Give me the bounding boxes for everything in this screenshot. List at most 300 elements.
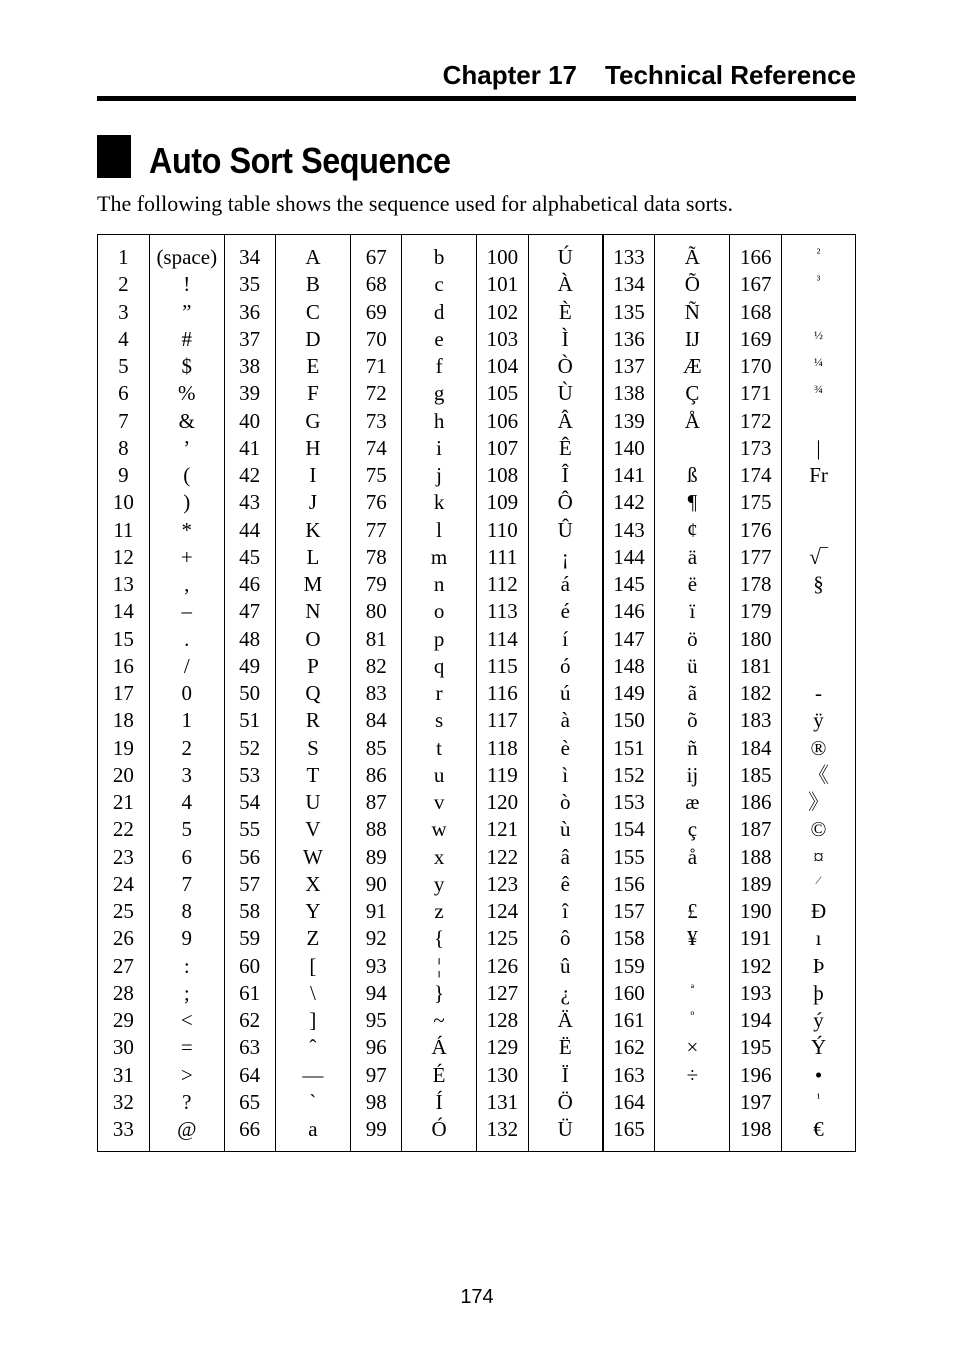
sort-character: ö <box>687 626 698 651</box>
sort-character: F <box>307 381 319 406</box>
sort-character: Ó <box>431 1117 447 1141</box>
sort-character: E <box>306 354 320 378</box>
sort-character: Fr <box>809 463 828 487</box>
sort-character: – <box>181 599 192 624</box>
sort-character: £ <box>687 899 698 923</box>
sequence-number: 81 <box>365 626 387 651</box>
sequence-number: 6 <box>118 381 129 406</box>
sort-character: ò <box>559 790 571 814</box>
sequence-number: 8 <box>118 435 129 460</box>
sort-character: u <box>433 762 445 787</box>
sequence-number: 131 <box>486 1089 519 1114</box>
sequence-number: 121 <box>486 817 519 842</box>
sequence-number: 179 <box>739 599 772 624</box>
sort-character: o <box>433 599 445 624</box>
sort-character: Á <box>431 1035 447 1060</box>
sequence-number: 125 <box>486 926 519 951</box>
sort-character: Å <box>684 408 700 433</box>
sequence-number: 147 <box>613 626 645 651</box>
sequence-number: 1 <box>118 245 129 269</box>
sequence-number: 15 <box>112 626 134 651</box>
sequence-number: 70 <box>365 326 387 351</box>
page-title: Auto Sort Sequence <box>149 140 451 181</box>
sequence-number: 77 <box>365 517 387 542</box>
sequence-number: 53 <box>239 762 261 787</box>
sequence-number: 113 <box>487 599 518 624</box>
sequence-number: 182 <box>739 681 772 705</box>
sort-character: $ <box>181 354 192 378</box>
sequence-number: 39 <box>239 381 261 406</box>
sort-character: À <box>557 272 573 297</box>
sequence-number: 148 <box>613 653 645 678</box>
sequence-number: 5 <box>118 354 129 378</box>
sequence-number: 173 <box>739 435 772 460</box>
sort-character: Ý <box>810 1035 827 1060</box>
sequence-number: 16 <box>112 653 134 678</box>
sequence-number: 96 <box>365 1035 387 1060</box>
sort-character: 1 <box>181 708 192 733</box>
sort-character: ÷ <box>686 1062 699 1087</box>
sequence-number: 157 <box>613 899 645 923</box>
sort-character: W <box>303 844 323 869</box>
sequence-number: 69 <box>365 299 387 324</box>
sequence-number: 14 <box>112 599 134 624</box>
sequence-number: 130 <box>486 1062 519 1087</box>
sort-character: þ <box>813 980 824 1005</box>
sequence-number: 187 <box>739 817 772 842</box>
sort-character: Z <box>306 926 320 951</box>
sequence-number: 13 <box>112 572 134 596</box>
sort-character: Ĳ <box>684 326 700 351</box>
sequence-number: 97 <box>365 1062 387 1087</box>
sequence-number: 40 <box>239 408 261 433</box>
sequence-number: 29 <box>112 1008 134 1032</box>
sort-character: ) <box>183 490 191 515</box>
sequence-number: 25 <box>112 899 134 923</box>
table-column-6 <box>402 235 477 1151</box>
sort-character: ı <box>815 926 822 951</box>
intro-text: The following table shows the sequence used for alphabetical data sorts. <box>97 191 733 216</box>
sort-character: N <box>305 599 321 624</box>
table-column-3 <box>225 235 276 1151</box>
sort-character: R <box>305 708 320 733</box>
section-label: Technical Reference <box>605 60 856 90</box>
sequence-number: 21 <box>112 790 134 814</box>
sequence-number: 172 <box>739 408 772 433</box>
sequence-number: 146 <box>613 599 645 624</box>
sequence-number: 192 <box>739 953 772 978</box>
sort-sequence-table <box>97 234 856 1152</box>
sequence-number: 74 <box>365 435 387 460</box>
sequence-number: 54 <box>239 790 261 814</box>
sequence-number: 18 <box>112 708 134 733</box>
sort-character: 5 <box>181 817 192 842</box>
sort-character: ï <box>689 599 696 624</box>
sort-character: § <box>813 572 824 596</box>
sort-character: ¢ <box>687 517 698 542</box>
sequence-number: 151 <box>613 735 645 760</box>
sequence-number: 183 <box>739 708 772 733</box>
sort-character: a <box>308 1117 318 1141</box>
sequence-number: 7 <box>118 408 129 433</box>
sort-character: ³ <box>816 273 821 288</box>
sequence-number: 189 <box>739 871 772 896</box>
sort-character: Ï <box>561 1062 569 1087</box>
sequence-number: 45 <box>239 544 261 569</box>
chapter-label: Chapter 17 <box>442 60 578 90</box>
sequence-number: 156 <box>613 871 645 896</box>
sort-character: Í <box>435 1089 443 1114</box>
sequence-number: 152 <box>613 762 645 787</box>
sequence-number: 64 <box>239 1062 261 1087</box>
sequence-number: 170 <box>739 354 772 378</box>
sort-character: Ú <box>557 245 573 269</box>
sequence-number: 103 <box>486 326 519 351</box>
sort-character: @ <box>177 1117 197 1141</box>
sequence-number: 191 <box>739 926 772 951</box>
sequence-number: 141 <box>613 463 645 487</box>
sort-character: z <box>434 899 444 923</box>
sort-character: 7 <box>181 871 192 896</box>
sort-character: Û <box>557 517 573 542</box>
sequence-number: 71 <box>365 354 387 378</box>
sort-character: é <box>560 599 570 624</box>
sequence-number: 145 <box>613 572 645 596</box>
sort-character: Ã <box>684 245 700 269</box>
sequence-number: 102 <box>486 299 519 324</box>
sort-character: % <box>178 381 196 406</box>
sequence-number: 175 <box>739 490 772 515</box>
sort-character: l <box>436 517 442 542</box>
table-column-10 <box>655 235 730 1151</box>
sequence-number: 93 <box>365 953 387 978</box>
sequence-number: 129 <box>486 1035 519 1060</box>
sort-character: ; <box>183 980 190 1005</box>
sequence-number: 196 <box>739 1062 772 1087</box>
sort-character: º <box>690 1009 695 1023</box>
sequence-number: 168 <box>739 299 772 324</box>
sequence-number: 190 <box>739 899 772 923</box>
sort-character: • <box>814 1062 823 1087</box>
sequence-number: 34 <box>239 245 261 269</box>
sort-character: K <box>305 517 321 542</box>
sequence-number: 84 <box>365 708 387 733</box>
table-column-7 <box>477 235 529 1151</box>
sequence-number: 66 <box>239 1117 261 1141</box>
sequence-number: 98 <box>365 1089 387 1114</box>
sequence-number: 60 <box>239 953 261 978</box>
sort-character: ¼ <box>814 355 824 369</box>
sort-character: Ü <box>557 1117 573 1141</box>
sort-character: m <box>430 544 448 569</box>
sort-character: [ <box>309 953 317 978</box>
sort-character: ’ <box>183 435 191 460</box>
sequence-number: 184 <box>739 735 772 760</box>
sort-character: Ë <box>558 1035 572 1060</box>
sequence-number: 41 <box>239 435 261 460</box>
sequence-number: 132 <box>486 1117 519 1141</box>
sort-character: Ä <box>557 1008 573 1032</box>
sort-character: D <box>305 326 321 351</box>
sort-character: \ <box>309 980 316 1005</box>
sort-character: r <box>435 681 443 705</box>
sort-character: æ <box>685 790 700 814</box>
sort-character: ß <box>687 463 698 487</box>
sort-character: ˋ <box>309 1089 317 1114</box>
sequence-number: 47 <box>239 599 261 624</box>
sequence-number: 106 <box>486 408 519 433</box>
sequence-number: 119 <box>487 762 518 787</box>
sort-character: Ç <box>685 381 700 406</box>
sort-character: G <box>305 408 321 433</box>
sequence-number: 124 <box>486 899 519 923</box>
sequence-number: 73 <box>365 408 387 433</box>
sort-character: p <box>433 626 445 651</box>
sequence-number: 59 <box>239 926 261 951</box>
sort-character: C <box>305 299 320 324</box>
sequence-number: 159 <box>613 953 645 978</box>
sequence-number: 20 <box>112 762 134 787</box>
sort-character: Þ <box>812 953 825 978</box>
sequence-number: 149 <box>613 681 645 705</box>
sequence-number: 99 <box>365 1117 387 1141</box>
sequence-number: 3 <box>118 299 129 324</box>
sort-character: ½ <box>814 327 824 342</box>
sort-character: ” <box>182 299 192 324</box>
sequence-number: 85 <box>365 735 387 760</box>
sort-character: ú <box>559 681 571 705</box>
sort-character: 2 <box>181 735 192 760</box>
sort-character: ì <box>562 762 569 787</box>
sort-character: Đ <box>810 899 827 923</box>
sort-character: ç <box>687 817 698 842</box>
sort-character: k <box>433 490 445 515</box>
sequence-number: 198 <box>739 1117 772 1141</box>
header-rule <box>97 96 856 101</box>
sequence-number: 167 <box>739 272 772 297</box>
sort-character: ó <box>559 653 571 678</box>
sort-character: í <box>562 626 569 651</box>
sort-character: 》 <box>808 790 830 814</box>
sequence-number: 10 <box>112 490 134 515</box>
sequence-number: 91 <box>365 899 387 923</box>
sort-character: 6 <box>181 844 192 869</box>
sort-character: > <box>180 1062 193 1087</box>
sequence-number: 50 <box>239 681 261 705</box>
sort-character: x <box>433 844 445 869</box>
sort-character: Ô <box>557 490 573 515</box>
sequence-number: 92 <box>365 926 387 951</box>
sequence-number: 33 <box>112 1117 134 1141</box>
sort-character: = <box>180 1035 193 1060</box>
sort-character: × <box>686 1035 699 1060</box>
sequence-number: 142 <box>613 490 645 515</box>
sequence-number: 162 <box>613 1035 645 1060</box>
sort-character: ] <box>309 1008 317 1032</box>
sort-character: — <box>302 1062 324 1087</box>
sort-character: å <box>687 844 698 869</box>
sort-character: Q <box>305 681 321 705</box>
sequence-number: 176 <box>739 517 772 542</box>
sort-character: Ù <box>557 381 573 406</box>
sort-character: ô <box>559 926 571 951</box>
sort-character: b <box>433 245 445 269</box>
sort-character: j <box>436 463 442 487</box>
sort-character: ä <box>687 544 698 569</box>
sort-character: Y <box>305 899 321 923</box>
sequence-number: 111 <box>487 544 518 569</box>
table-column-5 <box>351 235 402 1151</box>
sort-character: - <box>815 681 823 705</box>
sort-character: < <box>180 1008 193 1032</box>
sequence-number: 87 <box>365 790 387 814</box>
sequence-number: 115 <box>487 653 518 678</box>
sequence-number: 128 <box>486 1008 519 1032</box>
sequence-number: 188 <box>739 844 772 869</box>
sort-character: , <box>184 572 190 596</box>
sort-character: M <box>303 572 323 596</box>
sequence-number: 100 <box>486 245 519 269</box>
sequence-number: 114 <box>487 626 518 651</box>
sort-character: 《 <box>808 762 830 787</box>
sort-character: Â <box>557 408 573 433</box>
sequence-number: 32 <box>112 1089 134 1114</box>
sort-character: ⁄ <box>817 872 820 887</box>
sequence-number: 89 <box>365 844 387 869</box>
sequence-number: 161 <box>613 1008 645 1032</box>
sort-character: Ì <box>561 326 569 351</box>
sequence-number: 36 <box>239 299 261 324</box>
sequence-number: 105 <box>486 381 519 406</box>
sort-character: f <box>435 354 443 378</box>
sequence-number: 68 <box>365 272 387 297</box>
sequence-number: 58 <box>239 899 261 923</box>
sort-character: + <box>180 544 193 569</box>
sort-character: L <box>306 544 320 569</box>
title-marker-icon <box>97 135 131 178</box>
sort-character: d <box>433 299 445 324</box>
sort-character: õ <box>687 708 698 733</box>
sort-character: . <box>184 626 190 651</box>
sequence-number: 19 <box>112 735 134 760</box>
sequence-number: 65 <box>239 1089 261 1114</box>
table-column-1 <box>98 235 150 1151</box>
sequence-number: 127 <box>486 980 519 1005</box>
sort-character: ĳ <box>686 762 699 787</box>
sort-character: c <box>434 272 444 297</box>
sequence-number: 46 <box>239 572 261 596</box>
sort-character: ÿ <box>813 708 824 733</box>
sequence-number: 88 <box>365 817 387 842</box>
sort-character: à <box>560 708 570 733</box>
sequence-number: 76 <box>365 490 387 515</box>
sort-character: e <box>434 326 444 351</box>
sequence-number: 126 <box>486 953 519 978</box>
sequence-number: 63 <box>239 1035 261 1060</box>
sequence-number: 104 <box>486 354 519 378</box>
sequence-number: 108 <box>486 463 519 487</box>
sequence-number: 43 <box>239 490 261 515</box>
sequence-number: 110 <box>487 517 518 542</box>
sort-character: â <box>560 844 570 869</box>
sequence-number: 164 <box>613 1089 645 1114</box>
sort-character: © <box>810 817 827 842</box>
sequence-number: 123 <box>486 871 519 896</box>
sequence-number: 195 <box>739 1035 772 1060</box>
sequence-number: 109 <box>486 490 519 515</box>
sequence-number: 150 <box>613 708 645 733</box>
sort-character: { <box>434 926 445 951</box>
sequence-number: 174 <box>739 463 772 487</box>
sort-character: | <box>816 435 821 460</box>
sequence-number: 178 <box>739 572 772 596</box>
sort-character: € <box>813 1117 824 1141</box>
sort-character: h <box>433 408 445 433</box>
sequence-number: 57 <box>239 871 261 896</box>
sequence-number: 134 <box>613 272 645 297</box>
sequence-number: 181 <box>739 653 772 678</box>
sort-character: ê <box>560 871 570 896</box>
sort-character: √‾ <box>809 544 828 569</box>
sequence-number: 42 <box>239 463 261 487</box>
sequence-number: 180 <box>739 626 772 651</box>
sequence-number: 136 <box>613 326 645 351</box>
sort-character: A <box>305 245 321 269</box>
sort-character: : <box>183 953 190 978</box>
sequence-number: 165 <box>613 1117 645 1141</box>
sequence-number: 44 <box>239 517 261 542</box>
sequence-number: 163 <box>613 1062 645 1087</box>
sequence-number: 28 <box>112 980 134 1005</box>
sort-character: * <box>181 517 192 542</box>
sequence-number: 31 <box>112 1062 134 1087</box>
sequence-number: 82 <box>365 653 387 678</box>
sort-character: ë <box>687 572 698 596</box>
sequence-number: 160 <box>613 980 645 1005</box>
sort-character: ñ <box>687 735 698 760</box>
sequence-number: 120 <box>486 790 519 814</box>
sort-character: ¹ <box>816 1090 821 1105</box>
table-column-8 <box>529 235 604 1151</box>
sort-character: ( <box>183 463 191 487</box>
sort-character: ˆ <box>309 1035 317 1060</box>
sort-character: V <box>305 817 321 842</box>
sort-character: S <box>307 735 319 760</box>
sort-character: (space) <box>156 245 218 269</box>
sort-character: û <box>559 953 571 978</box>
sort-character: n <box>433 572 445 596</box>
sort-character: I <box>309 463 317 487</box>
sort-character: B <box>305 272 320 297</box>
sequence-number: 78 <box>365 544 387 569</box>
sort-character: v <box>433 790 445 814</box>
sequence-number: 24 <box>112 871 134 896</box>
sequence-number: 107 <box>486 435 519 460</box>
sort-character: î <box>562 899 569 923</box>
sort-character: O <box>305 626 321 651</box>
sequence-number: 193 <box>739 980 772 1005</box>
sequence-number: 112 <box>487 572 518 596</box>
sequence-number: 38 <box>239 354 261 378</box>
sequence-number: 143 <box>613 517 645 542</box>
page-number: 174 <box>460 1286 494 1308</box>
sequence-number: 86 <box>365 762 387 787</box>
sort-character: / <box>183 653 190 678</box>
sequence-number: 22 <box>112 817 134 842</box>
sequence-number: 52 <box>239 735 261 760</box>
sequence-number: 186 <box>739 790 772 814</box>
sequence-number: 23 <box>112 844 134 869</box>
